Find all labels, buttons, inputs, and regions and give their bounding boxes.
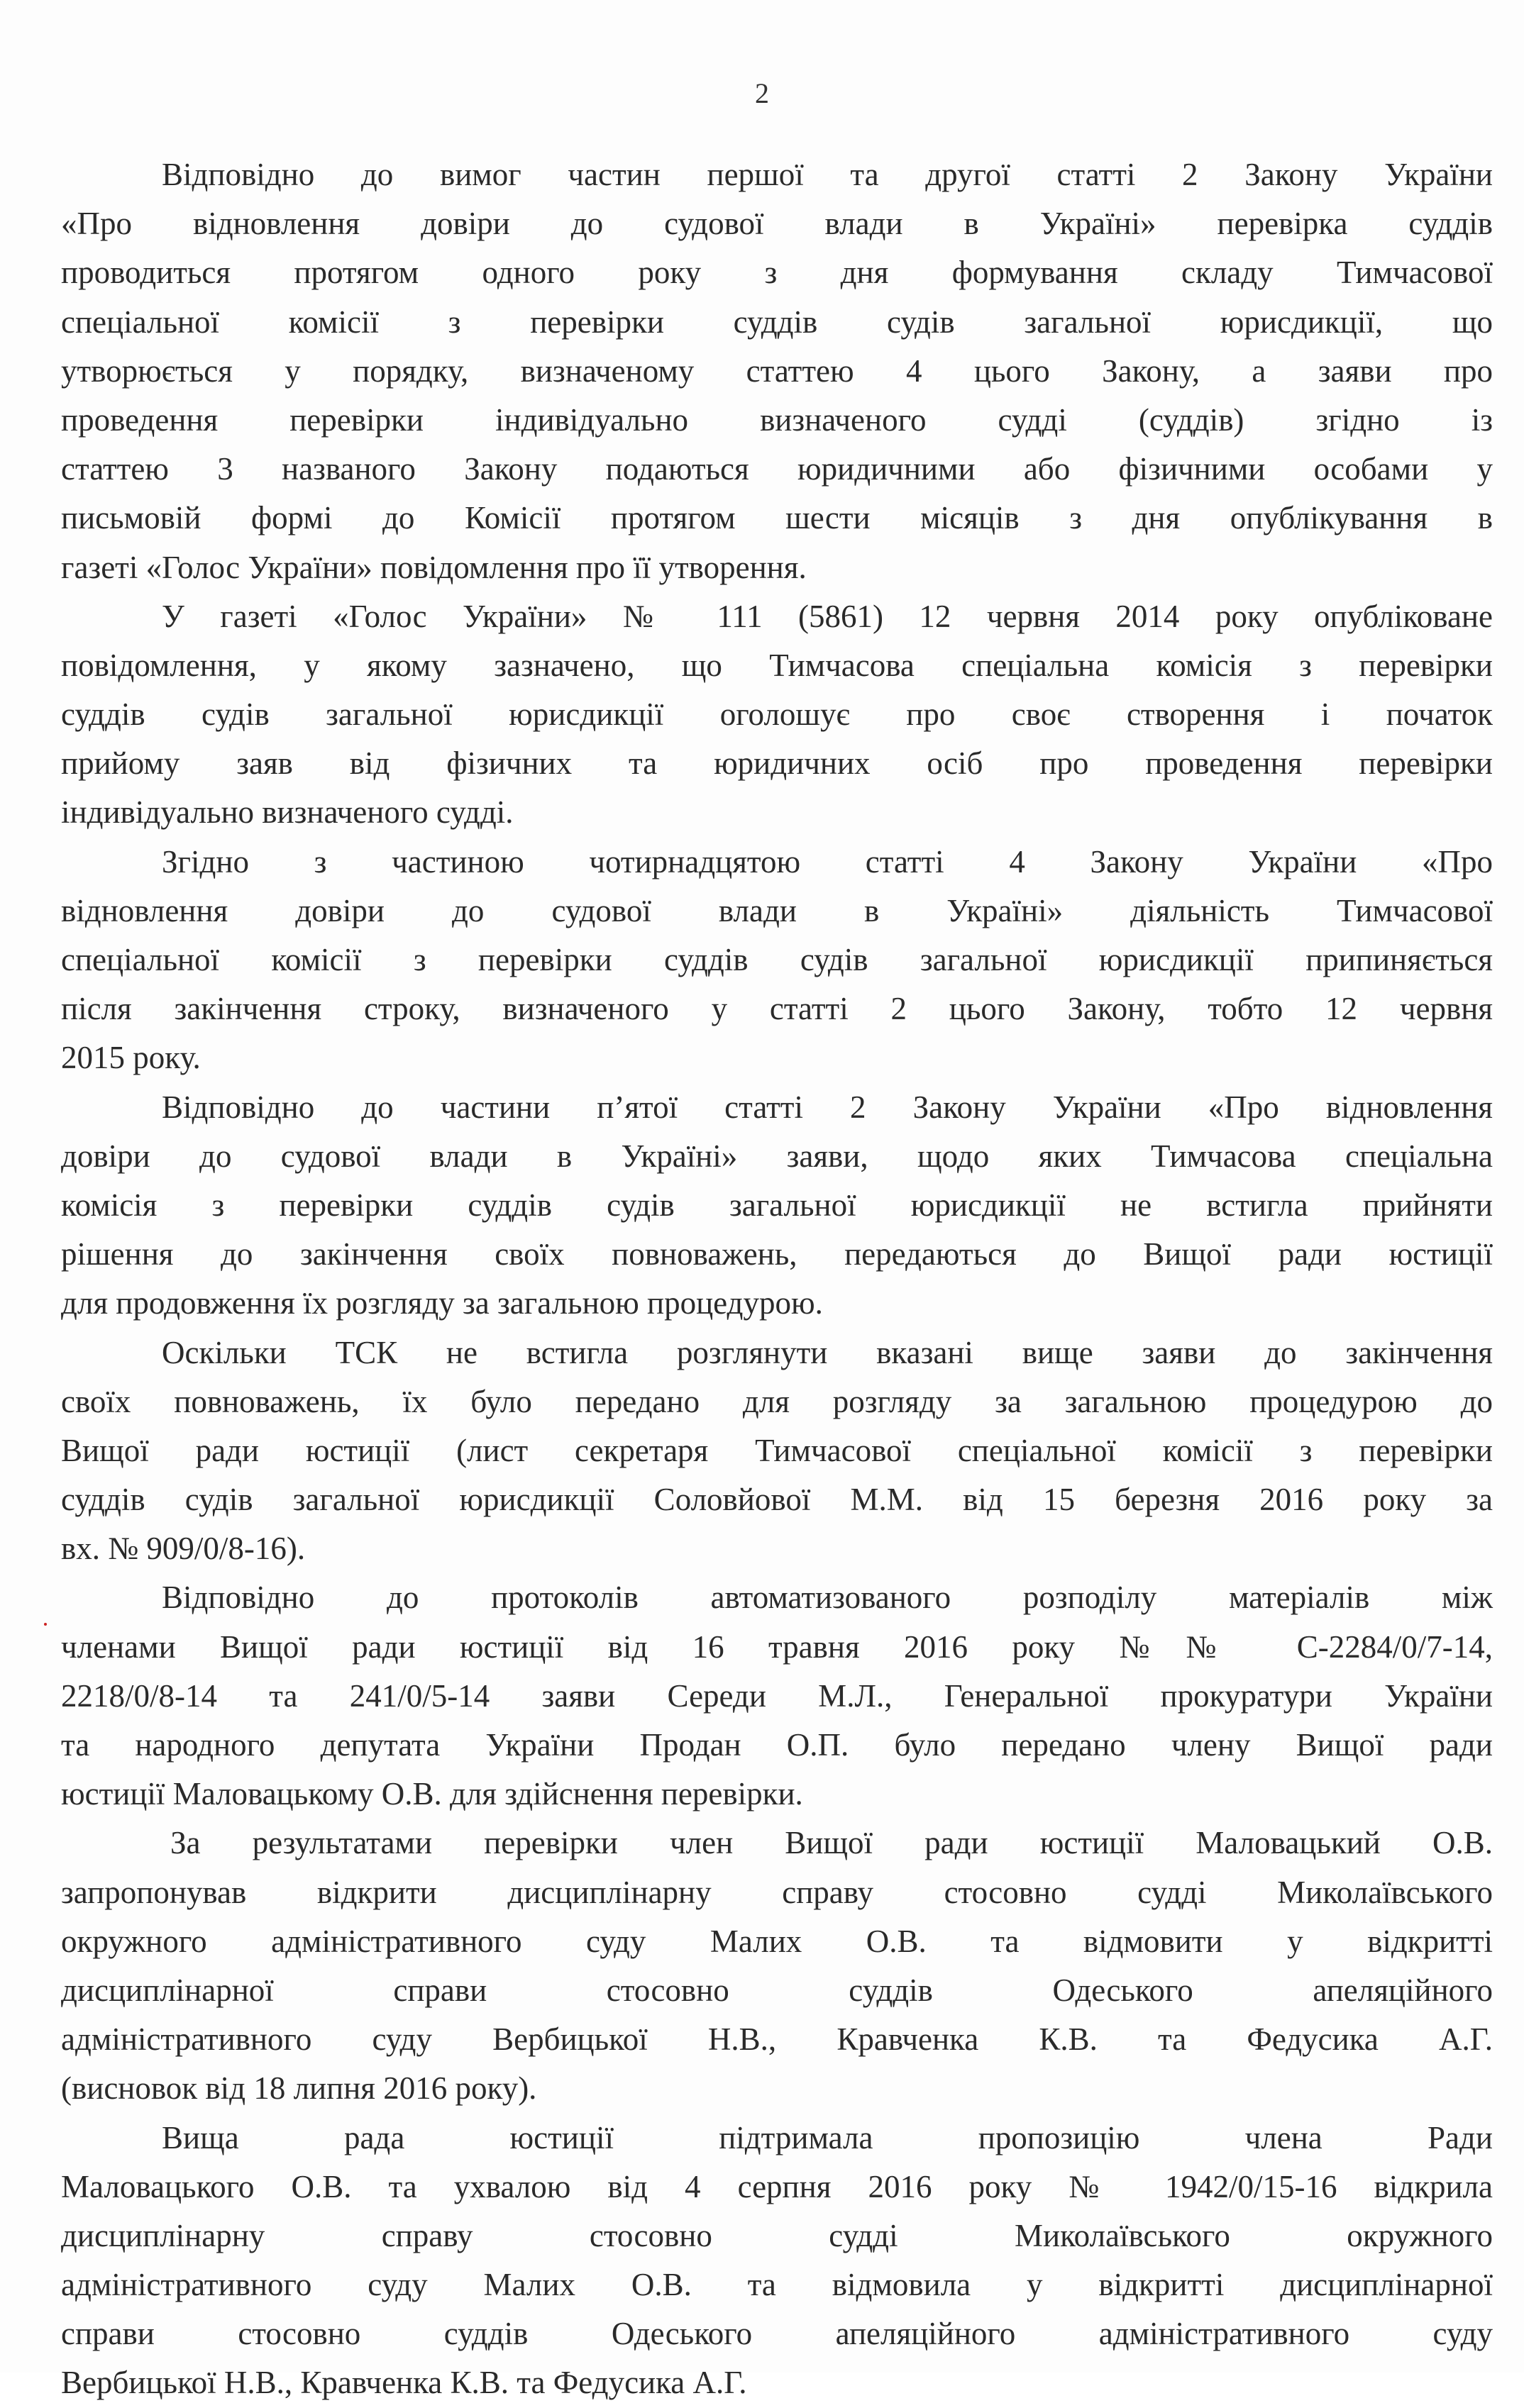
text-line: Згідно з частиною чотирнадцятою статті 4 Закону України «Про	[162, 843, 1493, 880]
text-line: окружного адміністративного суду Малих О.В. та відмовити у відкритті	[61, 1923, 1493, 1959]
text-line: дисциплінарної справи стосовно суддів Одеського апеляційного	[61, 1972, 1493, 2008]
text-line: 2218/0/8-14 та 241/0/5-14 заяви Середи М.Л., Генеральної прокуратури України	[61, 1677, 1493, 1714]
document-body	[61, 150, 1493, 2408]
text-line: Оскільки ТСК не встигла розглянути вказані вище заяви до закінчення	[162, 1334, 1493, 1370]
text-line: адміністративного суду Малих О.В. та відмовила у відкритті дисциплінарної	[61, 2267, 1493, 2303]
text-line: комісія з перевірки суддів судів загальної юрисдикції не встигла прийняти	[61, 1187, 1493, 1223]
text-line: проведення перевірки індивідуально визначеного судді (суддів) згідно із	[61, 401, 1493, 438]
text-line: суддів судів загальної юрисдикції Соловйової М.М. від 15 березня 2016 року за	[61, 1482, 1493, 1518]
text-line: відновлення довіри до судової влади в Україні» діяльність Тимчасової	[61, 892, 1493, 928]
text-line: Вища рада юстиції підтримала пропозицію члена Ради	[162, 2119, 1493, 2155]
text-line: своїх повноважень, їх було передано для розгляду за загальною процедурою до	[61, 1383, 1493, 1419]
text-line: письмовій формі до Комісії протягом шести місяців з дня опублікування в	[61, 500, 1493, 536]
paragraph	[61, 838, 1493, 1083]
text-line: утворюється у порядку, визначеному статтею 4 цього Закону, а заяви про	[61, 353, 1493, 389]
page-number: 2	[755, 77, 769, 109]
text-line: Вищої ради юстиції (лист секретаря Тимчасової спеціальної комісії з перевірки	[61, 1432, 1493, 1468]
text-line: Маловацького О.В. та ухвалою від 4 серпня 2016 року № 1942/0/15-16 відкрила	[61, 2168, 1493, 2204]
text-line: «Про відновлення довіри до судової влади в Україні» перевірка суддів	[61, 206, 1493, 242]
text-line: Відповідно до протоколів автоматизованого розподілу матеріалів між	[162, 1580, 1493, 1616]
text-line: повідомлення, у якому зазначено, що Тимчасова спеціальна комісія з перевірки	[61, 647, 1493, 683]
text-line: Відповідно до частини п’ятої статті 2 Закону України «Про відновлення	[162, 1089, 1493, 1125]
text-line: вх. № 909/0/8-16).	[61, 1531, 306, 1567]
text-line: членами Вищої ради юстиції від 16 травня 2016 року №№ С-2284/0/7-14,	[61, 1629, 1493, 1665]
text-line: для продовження їх розгляду за загальною процедурою.	[61, 1285, 823, 1321]
text-line: та народного депутата України Продан О.П. було передано члену Вищої ради	[61, 1727, 1493, 1763]
text-line: спеціальної комісії з перевірки суддів судів загальної юрисдикції, що	[61, 304, 1493, 340]
paragraph	[61, 592, 1493, 838]
paragraph	[61, 1819, 1493, 2113]
paragraph	[61, 2114, 1493, 2408]
text-line: після закінчення строку, визначеного у статті 2 цього Закону, тобто 12 червня	[61, 991, 1493, 1027]
text-line: суддів судів загальної юрисдикції оголошує про своє створення і початок	[61, 697, 1493, 733]
text-line: Відповідно до вимог частин першої та другої статті 2 Закону України	[162, 157, 1493, 192]
text-line: справи стосовно суддів Одеського апеляційного адміністративного суду	[61, 2316, 1493, 2352]
red-ink-dot	[44, 1623, 47, 1626]
text-line: проводиться протягом одного року з дня формування складу Тимчасової	[61, 255, 1493, 291]
text-line: статтею 3 названого Закону подаються юридичними або фізичними особами у	[61, 451, 1493, 487]
text-line: газеті «Голос України» повідомлення про її утворення.	[61, 549, 807, 585]
paragraph	[61, 150, 1493, 592]
text-line: дисциплінарну справу стосовно судді Миколаївського окружного	[61, 2217, 1493, 2253]
text-line: рішення до закінчення своїх повноважень, передаються до Вищої ради юстиції	[61, 1236, 1493, 1272]
text-line: Вербицької Н.В., Кравченка К.В. та Федусика А.Г.	[61, 2365, 747, 2401]
paragraph	[61, 1083, 1493, 1328]
paragraph	[61, 1328, 1493, 1574]
text-line: спеціальної комісії з перевірки суддів судів загальної юрисдикції припиняється	[61, 942, 1493, 977]
text-line: індивідуально визначеного судді.	[61, 794, 514, 831]
text-line: У газеті «Голос України» № 111 (5861) 12 червня 2014 року опубліковане	[162, 598, 1493, 634]
text-line: За результатами перевірки член Вищої ради юстиції Маловацький О.В.	[170, 1825, 1493, 1861]
text-line: юстиції Маловацькому О.В. для здійснення перевірки.	[61, 1776, 803, 1812]
text-line: прийому заяв від фізичних та юридичних осіб про проведення перевірки	[61, 745, 1493, 782]
text-line: (висновок від 18 липня 2016 року).	[61, 2070, 537, 2107]
text-line: 2015 року.	[61, 1040, 201, 1076]
text-line: запропонував відкрити дисциплінарну справу стосовно судді Миколаївського	[61, 1874, 1493, 1910]
text-line: довіри до судової влади в Україні» заяви, щодо яких Тимчасова спеціальна	[61, 1138, 1493, 1174]
text-line: адміністративного суду Вербицької Н.В., Кравченка К.В. та Федусика А.Г.	[61, 2021, 1493, 2058]
paragraph	[61, 1573, 1493, 1819]
